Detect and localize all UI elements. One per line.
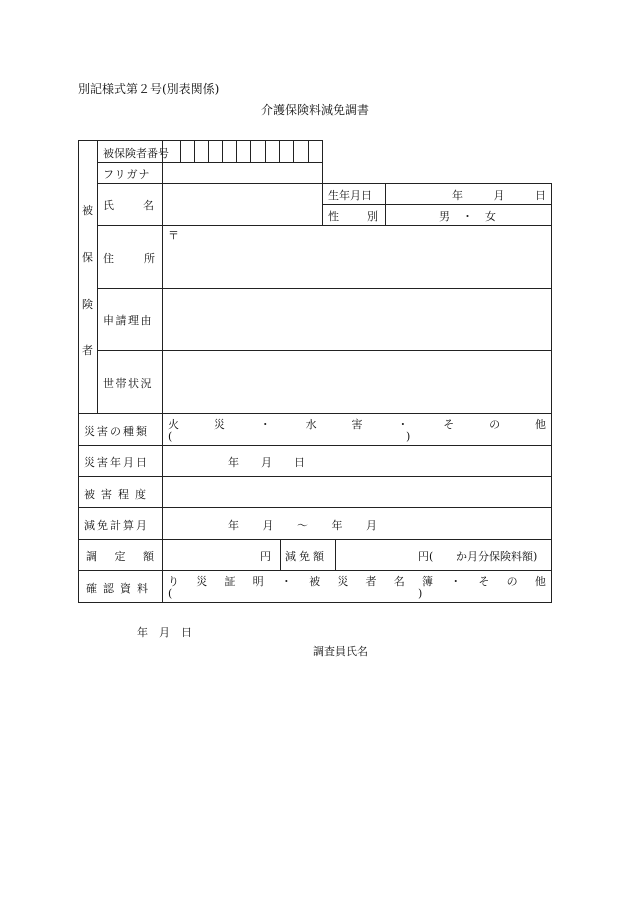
birth-day-unit: 日 — [535, 189, 546, 202]
number-digit-divider — [180, 140, 181, 162]
confirm-option-char: 他 — [534, 575, 546, 588]
disaster-month-unit: 月 — [261, 456, 272, 469]
disaster-option-char: ・ — [397, 418, 409, 431]
sex-label-char: 別 — [367, 210, 378, 223]
confirm-option-char: 災 — [196, 575, 208, 588]
confirm-option-char: 証 — [224, 575, 236, 588]
application-reason-label: 申請理由 — [103, 314, 153, 327]
birth-date-label: 生年月日 — [328, 189, 372, 202]
assessed-label-char: 定 — [114, 550, 126, 563]
table-line — [551, 183, 552, 602]
address-label-char: 所 — [144, 252, 155, 265]
insured-group-label-3: 険 — [82, 298, 93, 311]
insured-group-label-4: 者 — [82, 344, 93, 357]
table-line — [78, 413, 552, 414]
address-label-char: 住 — [103, 252, 114, 265]
table-line — [78, 602, 552, 603]
furigana-label: フリガナ — [103, 168, 151, 181]
disaster-type-options — [168, 416, 546, 432]
disaster-option-char: ・ — [259, 418, 271, 431]
table-line — [78, 507, 552, 508]
number-digit-divider — [279, 140, 280, 162]
disaster-type-label: 災害の種類 — [84, 425, 149, 438]
name-label-char: 氏 — [103, 199, 114, 212]
assessed-label-char: 調 — [86, 550, 97, 563]
confirm-option-char: 簿 — [421, 575, 433, 588]
reduction-period-label: 減免計算月 — [84, 519, 149, 532]
insured-number-label: 被保険者番号 — [103, 147, 169, 160]
confirm-option-char: ・ — [450, 575, 462, 588]
footer-date: 年 月 日 — [137, 626, 192, 639]
disaster-option-char: 他 — [535, 418, 546, 431]
reduction-period-parts — [228, 517, 377, 533]
birth-year-unit: 年 — [452, 189, 463, 202]
confirm-option-char: 被 — [309, 575, 321, 588]
disaster-option-char: 災 — [213, 418, 225, 431]
table-line — [97, 162, 323, 163]
table-line — [78, 570, 552, 571]
table-line — [385, 183, 386, 225]
period-end-month-unit: 月 — [366, 519, 377, 532]
sex-label — [328, 208, 378, 224]
table-line — [97, 288, 552, 289]
disaster-option-char: 火 — [168, 418, 179, 431]
number-digit-divider — [208, 140, 209, 162]
confirm-option-char: そ — [478, 575, 490, 588]
table-line — [280, 539, 281, 570]
table-line — [335, 539, 336, 570]
confirm-option-char: 名 — [393, 575, 405, 588]
damage-level-label: 被害程度 — [84, 488, 152, 501]
period-range-mark: 〜 — [297, 519, 308, 532]
number-digit-divider — [222, 140, 223, 162]
birth-month-unit: 月 — [493, 189, 505, 202]
disaster-other-close-paren: ) — [406, 430, 411, 443]
table-line — [97, 225, 552, 226]
number-digit-divider — [250, 140, 251, 162]
disaster-other-open-paren: ( — [168, 430, 173, 443]
address-label — [103, 250, 155, 266]
number-digit-divider — [194, 140, 195, 162]
confirm-other-open-paren: ( — [168, 587, 173, 600]
sex-label-char: 性 — [328, 210, 339, 223]
table-line — [162, 140, 163, 602]
table-line — [322, 140, 323, 225]
period-end-year-unit: 年 — [331, 519, 343, 532]
sex-option-female: 女 — [485, 210, 496, 223]
table-line — [78, 445, 552, 446]
number-digit-divider — [293, 140, 294, 162]
table-line — [97, 140, 98, 413]
disaster-year-unit: 年 — [228, 456, 239, 469]
sex-options — [439, 208, 496, 224]
table-line — [78, 539, 552, 540]
document-title: 介護保険料減免調書 — [260, 103, 369, 117]
name-label-char: 名 — [143, 199, 154, 212]
disaster-option-char: の — [489, 418, 501, 431]
confirmation-docs-label: 確認資料 — [86, 582, 154, 595]
confirmation-options — [168, 573, 546, 589]
sex-option-male: 男 — [439, 210, 450, 223]
table-line — [322, 204, 552, 205]
name-label — [103, 197, 154, 213]
disaster-option-char: 水 — [305, 418, 317, 431]
table-line — [97, 183, 552, 184]
insured-group-label-1: 被 — [82, 204, 93, 217]
reduction-yen-unit: 円( — [418, 550, 434, 563]
household-status-label: 世帯状況 — [103, 377, 153, 390]
sex-option-separator: ・ — [462, 210, 473, 223]
number-digit-divider — [236, 140, 237, 162]
number-digit-divider — [265, 140, 266, 162]
reduction-amount-label: 減免額 — [285, 550, 327, 563]
assessed-yen-unit: 円 — [260, 550, 271, 563]
assessed-label-char: 額 — [143, 550, 154, 563]
confirm-other-close-paren: ) — [418, 587, 423, 600]
disaster-date-label: 災害年月日 — [84, 456, 149, 469]
assessed-amount-label — [86, 548, 154, 564]
table-line — [78, 476, 552, 477]
confirm-option-char: ・ — [280, 575, 292, 588]
period-start-year-unit: 年 — [228, 519, 239, 532]
birth-date-units — [452, 187, 546, 203]
postal-mark: 〒 — [168, 229, 179, 242]
insured-group-label-2: 保 — [82, 251, 93, 264]
period-start-month-unit: 月 — [262, 519, 274, 532]
inspector-name-label: 調査員氏名 — [313, 645, 368, 658]
disaster-day-unit: 日 — [294, 456, 305, 469]
confirm-option-char: り — [168, 575, 179, 588]
confirm-option-char: 災 — [337, 575, 349, 588]
reduction-months-label: か月分保険料額) — [456, 550, 538, 563]
disaster-date-units — [228, 454, 305, 470]
number-digit-divider — [308, 140, 309, 162]
form-code: 別記様式第２号(別表関係) — [78, 82, 220, 96]
table-line — [97, 350, 552, 351]
confirm-option-char: の — [506, 575, 518, 588]
table-line — [78, 140, 323, 141]
disaster-option-char: そ — [443, 418, 455, 431]
table-line — [78, 140, 79, 602]
confirm-option-char: 明 — [252, 575, 264, 588]
confirm-option-char: 者 — [365, 575, 377, 588]
disaster-option-char: 害 — [351, 418, 363, 431]
